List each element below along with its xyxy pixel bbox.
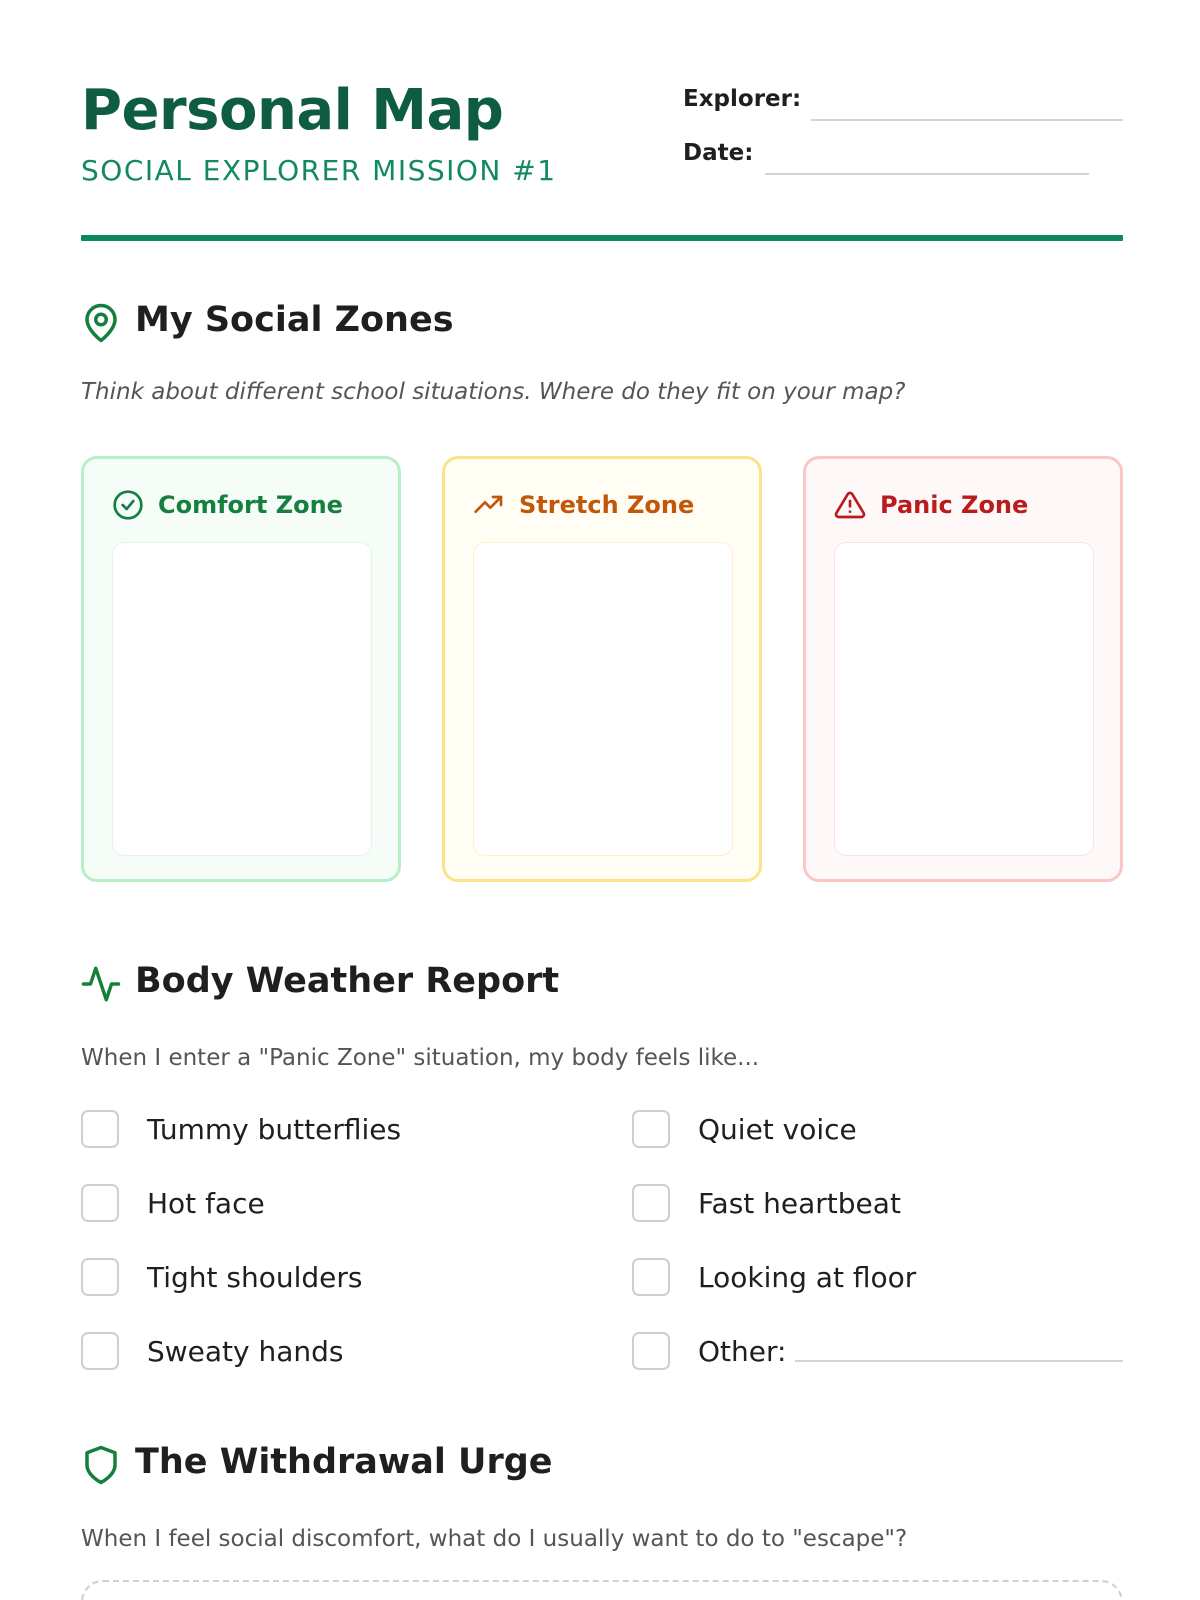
checklist-item[interactable] xyxy=(81,1184,265,1222)
stretch-zone-header xyxy=(473,489,694,521)
page-subtitle: SOCIAL EXPLORER MISSION #1 xyxy=(81,154,557,187)
explorer-field[interactable] xyxy=(811,119,1123,121)
checkbox[interactable] xyxy=(632,1184,670,1222)
checklist-item[interactable] xyxy=(81,1110,401,1148)
checkbox[interactable] xyxy=(81,1258,119,1296)
section-title-withdrawal: The Withdrawal Urge xyxy=(135,1442,553,1482)
checklist-item[interactable] xyxy=(632,1110,857,1148)
trending-up-icon xyxy=(473,489,505,521)
checklist-label: Fast heartbeat xyxy=(698,1186,901,1220)
check-circle-icon xyxy=(112,489,144,521)
checklist-label: Quiet voice xyxy=(698,1112,857,1146)
checklist-label: Other: xyxy=(698,1334,787,1368)
panic-zone-card xyxy=(803,456,1123,882)
checklist-item[interactable] xyxy=(632,1258,916,1296)
checkbox[interactable] xyxy=(632,1332,670,1370)
checklist-label: Looking at floor xyxy=(698,1260,917,1294)
checkbox[interactable] xyxy=(81,1110,119,1148)
checklist-item[interactable] xyxy=(81,1332,344,1370)
checkbox[interactable] xyxy=(81,1184,119,1222)
panic-zone-writing-area[interactable] xyxy=(834,542,1094,856)
pulse-icon xyxy=(80,963,122,1005)
section-title-social-zones: My Social Zones xyxy=(135,300,454,340)
comfort-zone-header xyxy=(112,489,343,521)
date-field[interactable] xyxy=(765,173,1089,175)
header-divider xyxy=(81,235,1123,241)
withdrawal-prompt: When I feel social discomfort, what do I usually want to do to "escape"? xyxy=(81,1526,908,1552)
comfort-zone-writing-area[interactable] xyxy=(112,542,372,856)
warning-triangle-icon xyxy=(834,489,866,521)
checklist-item[interactable] xyxy=(81,1258,363,1296)
checklist-label: Tight shoulders xyxy=(147,1260,363,1294)
page-title: Personal Map xyxy=(81,78,504,143)
checklist-item-other[interactable] xyxy=(632,1332,786,1370)
body-weather-prompt: When I enter a "Panic Zone" situation, my body feels like... xyxy=(81,1045,760,1071)
checklist-label: Tummy butterflies xyxy=(147,1112,402,1146)
stretch-zone-card xyxy=(442,456,762,882)
comfort-zone-label: Comfort Zone xyxy=(158,491,343,519)
checkbox[interactable] xyxy=(632,1110,670,1148)
social-zones-instructions: Think about different school situations. Where do they fit on your map? xyxy=(81,379,906,405)
map-pin-icon xyxy=(80,302,122,344)
checklist-item[interactable] xyxy=(632,1184,901,1222)
shield-icon xyxy=(80,1444,122,1486)
stretch-zone-writing-area[interactable] xyxy=(473,542,733,856)
date-label: Date: xyxy=(683,140,754,166)
checklist-label: Sweaty hands xyxy=(147,1334,344,1368)
withdrawal-writing-area[interactable] xyxy=(81,1580,1123,1600)
section-title-body-weather: Body Weather Report xyxy=(135,961,560,1001)
checkbox[interactable] xyxy=(81,1332,119,1370)
checkbox[interactable] xyxy=(632,1258,670,1296)
comfort-zone-card xyxy=(81,456,401,882)
panic-zone-header xyxy=(834,489,1028,521)
explorer-label: Explorer: xyxy=(683,86,802,112)
other-write-in-field[interactable] xyxy=(795,1360,1123,1362)
stretch-zone-label: Stretch Zone xyxy=(519,491,695,519)
panic-zone-label: Panic Zone xyxy=(880,491,1029,519)
checklist-label: Hot face xyxy=(147,1186,265,1220)
